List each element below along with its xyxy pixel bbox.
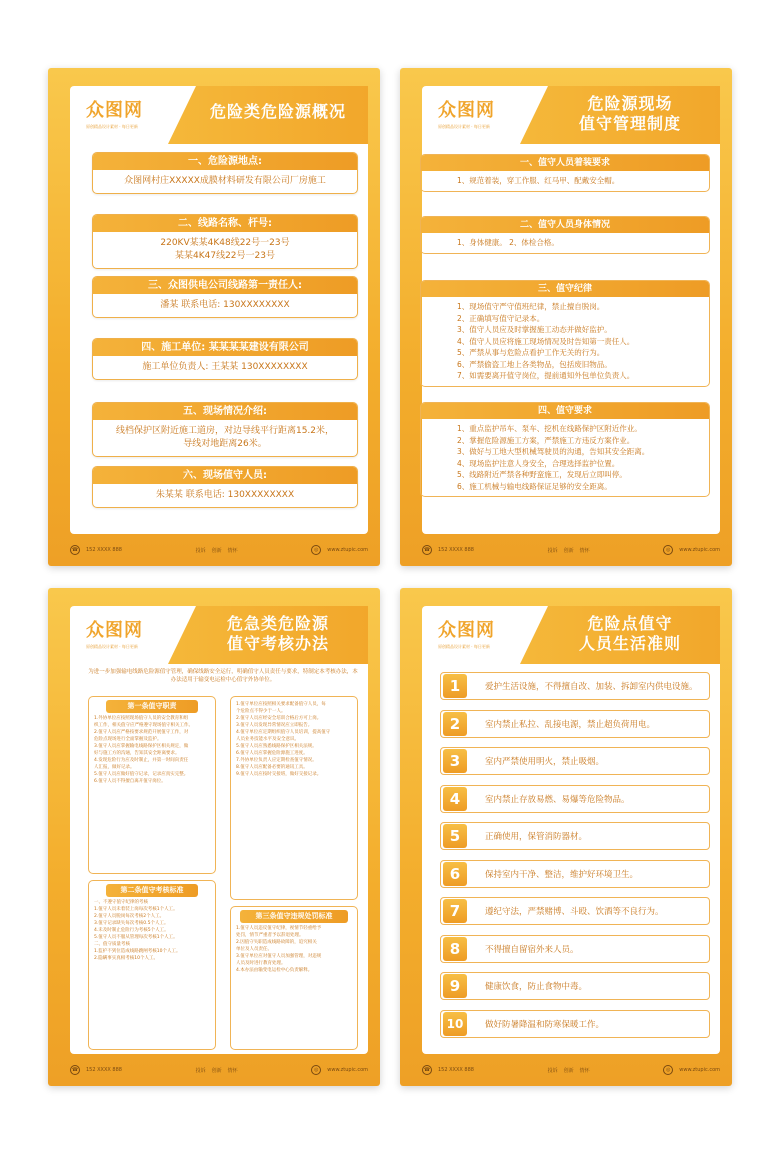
clause-line: 1.值守人员未着装上岗每次考核1个人工。 — [94, 907, 178, 912]
rule-section — [420, 280, 710, 387]
section-header: 二、值守人员身体情况 — [421, 217, 709, 233]
block-line: 潘某 联系电话: 130XXXXXXXX — [160, 300, 290, 310]
clause-line: 1.值守单位应按照相关要求配备值守人员，每 — [236, 702, 326, 707]
clause-line: 4.未及时制止危险行为考核5个人工。 — [94, 928, 169, 933]
block-header: 四、施工单位: 某某某某建设有限公司 — [93, 339, 357, 356]
rule-text: 室内严禁使用明火，禁止吸烟。 — [485, 757, 605, 767]
info-block — [92, 214, 358, 269]
footer-item: 投诉 — [547, 547, 558, 554]
poster-title — [188, 614, 368, 654]
phone-icon: ☎ — [423, 547, 431, 553]
clause-line: 3.值守记录缺失每次考核0.5个人工。 — [94, 921, 169, 926]
section-body — [421, 171, 709, 191]
footer-item: 创新 — [211, 1067, 222, 1074]
rule-text: 做好防暑降温和防寒保暖工作。 — [485, 1019, 605, 1030]
clause-line: 4.本办法由输变电运检中心负责解释。 — [236, 968, 313, 973]
section-header: 第一条值守职责 — [106, 700, 198, 713]
title-line: 值守考核办法 — [226, 634, 329, 653]
clause-line: 人员业务技能水平及安全意识。 — [236, 737, 299, 742]
footer-item: 投诉 — [195, 547, 206, 554]
rule-text: 室内禁止私拉、乱接电源，禁止超负荷用电。 — [485, 719, 656, 730]
info-block — [92, 466, 358, 508]
rule-number: 4 — [443, 787, 467, 811]
rule-line: 4、现场监护注意人身安全，合理选择监护位置。 — [457, 458, 620, 468]
logo-subtext: 原创精品设计素材 · 每日更新 — [86, 124, 138, 129]
rule-text: 不得擅自留宿外来人员。 — [485, 944, 579, 955]
rule-line: 1、身体健康。 2、体检合格。 — [457, 238, 559, 247]
footer-site: www.ztupic.com — [679, 547, 720, 553]
footer-item: 创新 — [563, 1067, 574, 1074]
title-line: 人员生活准则 — [578, 634, 681, 653]
footer-item: 投诉 — [195, 1067, 206, 1074]
poster-title: 危险类危险源概况 — [209, 102, 346, 121]
poster-living-rules — [400, 588, 732, 1086]
rule-text: 遵纪守法，严禁赌博、斗殴、饮酒等不良行为。 — [485, 907, 664, 917]
poster-title — [540, 94, 720, 134]
rule-row — [440, 785, 710, 813]
footer-item: 创新 — [563, 547, 574, 554]
clause-line: 5.值守人员不服从管理每次考核1个人工。 — [94, 935, 178, 940]
rule-number: 6 — [443, 862, 467, 886]
poster-assessment — [48, 588, 380, 1086]
section-body — [421, 419, 709, 496]
phone-icon: ☎ — [71, 547, 79, 553]
right-column — [230, 696, 358, 900]
clause-line: 2.值守人员应经安全培训合格后方可上岗。 — [236, 716, 322, 721]
title-line: 危急类危险源 — [226, 614, 329, 633]
block-body — [93, 170, 357, 193]
rule-line: 2、正确填写值守记录本。 — [457, 313, 545, 323]
rule-line: 7、如需要离开值守岗位，提前通知外包单位负责人。 — [457, 371, 635, 380]
clause-line: 1.外协单位应按照现场值守人员的安全教育和组 — [94, 716, 189, 721]
clause-line: 1.监护不到位造成线路跳闸考核10个人工。 — [94, 949, 181, 954]
block-line: 施工单位负责人: 王某某 130XXXXXXXX — [142, 362, 308, 372]
clause-line: 4.值守单位应定期组织值守人员培训，提高值守 — [236, 730, 331, 735]
footer-item: 投诉 — [547, 1067, 558, 1074]
title-line: 危险点值守 — [587, 614, 673, 633]
footer-phone: 152 XXXX 888 — [438, 547, 474, 553]
rule-number: 10 — [443, 1012, 467, 1036]
logo-text: 众图网 — [86, 100, 143, 121]
rule-row — [440, 897, 710, 925]
section-body — [421, 297, 709, 386]
rule-number: 9 — [443, 974, 467, 998]
rule-line: 1、现场值守严守值班纪律，禁止擅自脱岗。 — [457, 302, 605, 311]
rule-text: 爱护生活设施，不得擅自改、加装、拆卸室内供电设施。 — [485, 682, 698, 692]
globe-icon: ◎ — [663, 1065, 673, 1075]
clause-line: 9.值守人员应按时交接班，做好交接记录。 — [236, 772, 322, 777]
rule-row — [440, 672, 710, 700]
logo-subtext: 原创精品设计素材 · 每日更新 — [438, 124, 490, 129]
footer-item: 情怀 — [579, 1067, 590, 1074]
block-body — [93, 294, 357, 317]
rule-line: 4、值守人员应将施工现场情况及时告知第一责任人。 — [457, 336, 635, 346]
rule-line: 2、掌握危险源施工方案，严禁施工方违反方案作业。 — [457, 435, 635, 445]
block-header: 二、线路名称、杆号: — [93, 215, 357, 232]
rule-row — [440, 972, 710, 1000]
rule-row — [440, 710, 710, 738]
rule-line: 5、线路附近严禁各种野蛮施工，发现后立即叫停。 — [457, 470, 627, 479]
block-header: 三、众图供电公司线路第一责任人: — [93, 277, 357, 294]
rule-section — [420, 402, 710, 497]
block-line: 线档保护区附近施工道房，对边导线平行距离15.2米， — [115, 426, 335, 436]
clause-line: 5.值守人员应熟悉线路保护区相关法规。 — [236, 744, 317, 749]
rule-row — [440, 860, 710, 888]
clause-line: 7.外协单位负责人应定期检查值守情况。 — [236, 758, 317, 763]
footer-site: www.ztupic.com — [327, 547, 368, 553]
intro-text: 为进一步加强输电线路危险源值守管理，确保线路安全运行，明确值守人员责任与要求，特制定本考核办法，本办法适用于输变电运检中心值守外协单位。 — [88, 669, 358, 683]
poster-footer — [70, 542, 368, 558]
poster-footer — [422, 542, 720, 558]
clause-line: 单位及人员责任。 — [236, 947, 272, 952]
rule-number: 5 — [443, 824, 467, 848]
block-body — [93, 420, 357, 456]
phone-icon: ☎ — [423, 1067, 431, 1073]
rule-number: 1 — [443, 674, 467, 698]
info-block — [92, 402, 358, 457]
rule-line: 3、做好与工地大型机械驾驶员的沟通，告知其安全距离。 — [457, 447, 650, 456]
footer-site: www.ztupic.com — [327, 1067, 368, 1073]
clause-line: 个危险点不得少于一人。 — [236, 709, 286, 714]
title-line: 危险源现场 — [587, 94, 673, 113]
phone-icon: ☎ — [71, 1067, 79, 1073]
clause-line: 2.值守人员脱岗每次考核2个人工。 — [94, 914, 165, 919]
poster-title — [540, 614, 720, 654]
block-header: 一、危险源地点: — [93, 153, 357, 170]
footer-site: www.ztupic.com — [679, 1067, 720, 1073]
logo-subtext: 原创精品设计素材 · 每日更新 — [438, 644, 490, 649]
globe-icon: ◎ — [311, 545, 321, 555]
clause-line: 处罚，情节严重者予以辞退处理。 — [236, 933, 304, 938]
block-body — [93, 356, 357, 379]
rule-text: 保持室内干净、整洁，维护好环境卫生。 — [485, 869, 639, 880]
footer-item: 创新 — [211, 547, 222, 554]
section-header: 一、值守人员着装要求 — [421, 155, 709, 171]
block-body — [93, 232, 357, 268]
clause-line: 8.值守人员应配备必要的通讯工具。 — [236, 765, 308, 770]
block-header: 六、现场值守人员: — [93, 467, 357, 484]
rule-text: 健康饮食，防止食物中毒。 — [485, 982, 588, 992]
clause-line: 5.值守人员应做好值守记录，记录应真实完整。 — [94, 772, 189, 777]
clause-line: 人员及时进行教育处理。 — [236, 961, 286, 966]
rule-line: 1、规范着装，穿工作服、红马甲、配戴安全帽。 — [457, 176, 620, 185]
logo-text: 众图网 — [438, 100, 495, 121]
section-header: 第二条值守考核标准 — [106, 884, 198, 897]
block-line: 220KV某某4K48线22号一23号 — [160, 238, 290, 248]
footer-phone: 152 XXXX 888 — [86, 547, 122, 553]
block-header: 五、现场情况介绍: — [93, 403, 357, 420]
rule-line: 3、值守人员应及时掌握施工动态并做好监护。 — [457, 325, 612, 334]
rule-line: 6、施工机械与输电线路保证足够的安全距离。 — [457, 481, 612, 491]
duty-section — [88, 696, 216, 874]
footer-phone: 152 XXXX 888 — [438, 1067, 474, 1073]
footer-item: 情怀 — [227, 547, 238, 554]
rule-number: 3 — [443, 749, 467, 773]
clause-line: 人汇报，做好记录。 — [94, 765, 135, 770]
rule-line: 1、重点监护吊车、泵车、挖机在线路保护区附近作业。 — [457, 424, 642, 433]
logo — [438, 616, 518, 650]
logo-text: 众图网 — [438, 620, 495, 641]
logo — [86, 616, 166, 650]
standard-section — [88, 880, 216, 1050]
clause-line: 3.值守人员应掌握输电线路保护区相关规定，做 — [94, 744, 189, 749]
rule-text: 正确使用，保管消防器材。 — [485, 832, 588, 842]
rule-section — [420, 216, 710, 254]
poster-duty-rules — [400, 68, 732, 566]
section-header: 四、值守要求 — [421, 403, 709, 419]
poster-footer — [70, 1062, 368, 1078]
block-body — [93, 484, 357, 507]
logo-text: 众图网 — [86, 620, 143, 641]
poster-hazard-overview — [48, 68, 380, 566]
rule-number: 7 — [443, 899, 467, 923]
poster-footer — [422, 1062, 720, 1078]
rule-row — [440, 822, 710, 850]
globe-icon: ◎ — [663, 545, 673, 555]
footer-phone: 152 XXXX 888 — [86, 1067, 122, 1073]
info-block — [92, 276, 358, 318]
clause-line: 2.值守人员应严格按要求规范开展值守工作，对 — [94, 730, 189, 735]
clause-line: 6.值守人员应掌握危险源施工进度。 — [236, 751, 308, 756]
section-header: 三、值守纪律 — [421, 281, 709, 297]
info-block — [92, 338, 358, 380]
logo — [86, 96, 166, 130]
rule-section — [420, 154, 710, 192]
rule-number: 8 — [443, 937, 467, 961]
section-header: 第三条值守违规处罚标准 — [240, 910, 348, 923]
clause-line: 2.因值守失职造成线路故障的，追究相关 — [236, 940, 317, 945]
footer-item: 情怀 — [579, 547, 590, 554]
clause-line: 织工作，相关值守应严格遵守现场值守相关工作。 — [94, 723, 193, 728]
logo-subtext: 原创精品设计素材 · 每日更新 — [86, 644, 138, 649]
clause-line: 3.值守人员发现异常情况应立即报告。 — [236, 723, 313, 728]
section-body — [421, 233, 709, 253]
globe-icon: ◎ — [311, 1065, 321, 1075]
clause-line: 危险点现场进行全面掌握及监护。 — [94, 737, 162, 742]
penalty-section — [230, 906, 358, 1050]
clause-line: 3.值守单位应对值守人员加强管理，对违规 — [236, 954, 322, 959]
rule-row — [440, 935, 710, 963]
clause-line: 6.值守人员不得擅自离开值守岗位。 — [94, 779, 166, 784]
clause-line: 一、不遵守值守纪律的考核 — [94, 900, 148, 905]
rule-row — [440, 1010, 710, 1038]
clause-line: 2.隐瞒事实真相考核10个人工。 — [94, 956, 159, 961]
logo — [438, 96, 518, 130]
clause-line: 好与施工方的沟通，告知其安全距离要求。 — [94, 751, 180, 756]
block-line: 朱某某 联系电话: 130XXXXXXXX — [155, 490, 295, 500]
block-line: 某某4K47线22号一23号 — [175, 251, 275, 261]
clause-line: 1.值守人员违反值守纪律，视情节轻重给予 — [236, 926, 322, 931]
info-block — [92, 152, 358, 194]
rule-line: 5、严禁从事与危险点看护工作无关的行为。 — [457, 348, 605, 357]
footer-item: 情怀 — [227, 1067, 238, 1074]
block-line: 导线对地距离26米。 — [183, 439, 267, 449]
clause-line: 二、值守质量考核 — [94, 942, 130, 947]
block-line: 众图网村庄XXXXX成膜材料研发有限公司厂房施工 — [124, 176, 326, 186]
rule-line: 6、严禁偷盗工地上各类物品，包括废旧物品。 — [457, 359, 612, 369]
rule-row — [440, 747, 710, 775]
rule-number: 2 — [443, 712, 467, 736]
clause-line: 4.发现危险行为应及时制止，并第一时间向责任 — [94, 758, 189, 763]
rule-text: 室内禁止存放易燃、易爆等危险物品。 — [485, 794, 630, 805]
title-line: 值守管理制度 — [578, 114, 681, 133]
